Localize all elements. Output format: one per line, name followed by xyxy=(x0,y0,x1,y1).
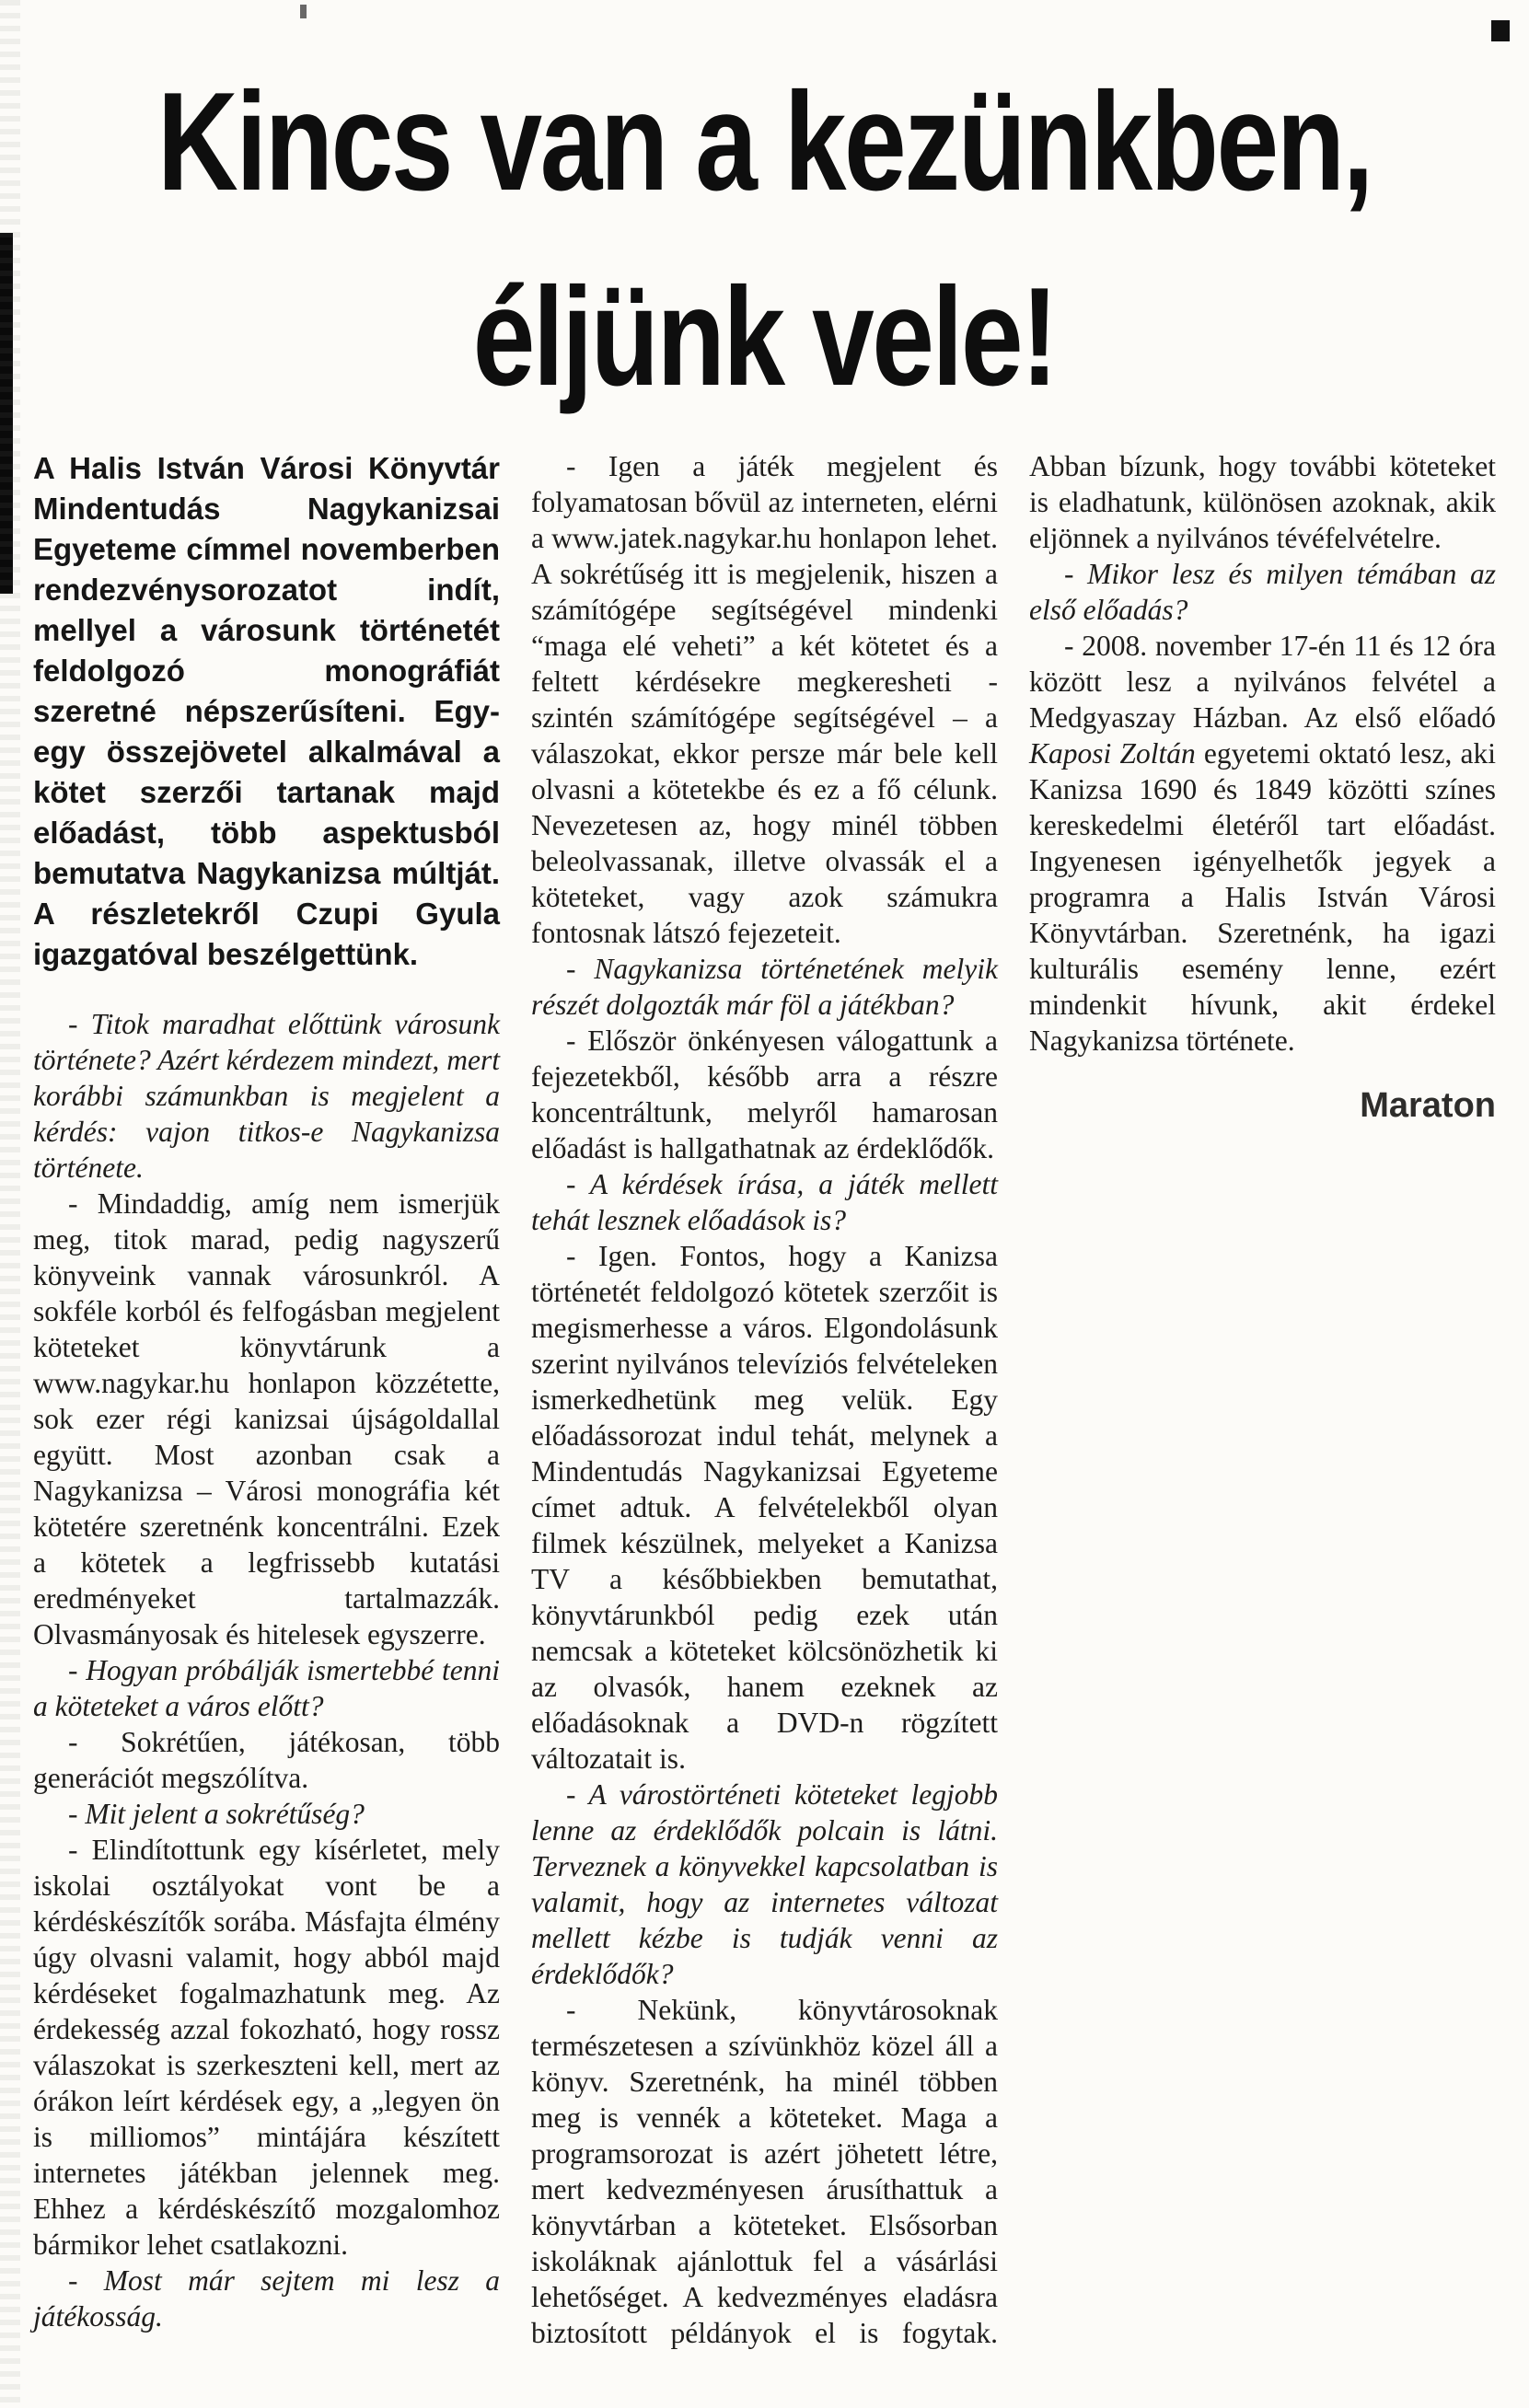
interview-answer: - Igen. Fontos, hogy a Kanizsa történetét feldolgozó kötetek szerzőit is megismerhesse a város. Elgondolásunk szerint nyilvános televíziós felvételeken ismerkedhetünk meg velük. Egy előadássorozat indul tehát, melynek a Mindentudás Nagykanizsai Egyeteme címet adtuk. A felvételekből olyan filmek készülnek, melyeket a Kanizsa TV a későbbiekben bemutathat, könyvtárunkból pedig ezek után nemcsak a köteteket kölcsönözhetik ki az olvasók, hanem ezeknek az előadásoknak a DVD-n rögzített változatait is. xyxy=(531,1240,998,1775)
answer-text-post: egyetemi oktató lesz, aki Kanizsa 1690 és 1849 közötti színes kereskedelmi életéről tart előadást. Ingyenesen igényelhetők jegyek a programra a Halis István Városi Könyvtárban. Szeretnénk, ha igazi kulturális esemény lenne, ezért mindenkit hívunk, akit érdekel Nagykanizsa története. xyxy=(1029,737,1496,1057)
interview-answer: - Igen a játék megjelent és folyamatosan bővül az interneten, elérni a www.jatek.nagykar.hu honlapon lehet. A sokrétűség itt is megjelenik, hiszen a számítógépe segítségével mindenki “maga elé veheti” a két kötetet és a feltett kérdésekre megkeresheti - szintén számítógépe segítségével – a válaszokat, ekkor persze már bele kell olvasni a kötetekbe és ez a fő célunk. Nevezetesen az, hogy minél többen beleolvassanak, illetve olvassák el a köteteket, vagy azok számukra fontosnak látszó fejezeteit. xyxy=(531,450,998,949)
interview-question: - Most már sejtem mi lesz a játékosság. xyxy=(33,2264,500,2333)
interview-answer: - Először önkényesen válogattunk a fejezetekből, később arra a részre koncentráltunk, melyről hamarosan előadást is hallgathatnak az érdeklődők. xyxy=(531,1025,998,1164)
speaker-name: Kaposi Zoltán xyxy=(1029,737,1196,770)
interview-answer xyxy=(1029,628,1496,1059)
interview-question: - Mit jelent a sokrétűség? xyxy=(68,1798,365,1830)
headline-line-2: éljünk vele! xyxy=(472,259,1057,415)
interview-question: - Nagykanizsa történetének melyik részét dolgozták már föl a játékban? xyxy=(531,953,998,1021)
interview-answer: - Mindaddig, amíg nem ismerjük meg, titok marad, pedig nagyszerű könyveink vannak városunkról. A sokféle korból és felfogásban megjelent köteteket könyvtárunk a www.nagykar.hu honlapon közzétette, sok ezer régi kanizsai újságoldallal együtt. Most azonban csak a Nagykanizsa – Városi monográfia két kötetére szeretnénk koncentrálni. Ezek a kötetek a legfrissebb kutatási eredményeket tartalmazzák. Olvasmányosak és hitelesek egyszerre. xyxy=(33,1187,500,1650)
interview-question: - A kérdések írása, a játék mellett tehát lesznek előadások is? xyxy=(531,1168,998,1236)
headline-line-1: Kincs van a kezünkben, xyxy=(156,64,1373,220)
interview-answer: - Elindítottunk egy kísérletet, mely iskolai osztályokat vont be a kérdéskészítők sorába. Másfajta élmény úgy olvasni valamit, hogy abból majd kérdéseket fogalmazhatunk meg. Az érdekesség azzal fokozható, hogy rossz válaszokat is szerkeszteni kell, mert az órákon leírt kérdések egy, a „legyen ön is milliomos” mintájára készített internetes játékban jelennek meg. Ehhez a kérdéskészítő mozgalomhoz bármikor lehet csatlakozni. xyxy=(33,1834,500,2261)
article-body-columns xyxy=(33,448,1496,2367)
lead-paragraph: A Halis István Városi Könyvtár Mindentudás Nagykanizsai Egyeteme címmel novemberben rendezvénysorozatot indít, mellyel a városunk történetét feldolgozó monográfiát szeretné népszerűsíteni. Egy-egy összejövetel alkalmával a kötet szerzői tartanak majd előadást, több aspektusból bemutatva Nagykanizsa múltját. A részletekről Czupi Gyula igazgatóval beszélgettünk. xyxy=(33,451,500,971)
scan-artifact-corner-mark xyxy=(1491,20,1510,41)
interview-answer: - Nekünk, könyvtárosoknak természetesen a szívünkhöz közel áll a könyv. Szeretnénk, ha minél többen meg is vennék a köteteket. Maga a programsorozat is azért jöhetett létre, mert kedvezményesen árusíthattuk a könyvtárban a köteteket. Elsősorban iskoláknak ajánlottuk fel a vásárlási lehetőséget. A kedvezményes eladásra biztosított példányok el is fogytak. Abban bízunk, hogy további köteteket is eladhatunk, különösen azoknak, akik eljönnek a nyilvános tévéfelvételre. xyxy=(531,450,1496,2349)
interview-question: - Titok maradhat előttünk városunk története? Azért kérdezem mindezt, mert korábbi számunkban is megjelent a kérdés: vajon titkos-e Nagykanizsa története. xyxy=(33,1008,500,1184)
interview-answer: - Sokrétűen, játékosan, több generációt megszólítva. xyxy=(33,1726,500,1794)
byline: Maraton xyxy=(1360,1086,1496,1125)
interview-question: - Mikor lesz és milyen témában az első előadás? xyxy=(1029,558,1496,626)
scan-artifact-top-dash xyxy=(300,5,307,18)
article-headline xyxy=(0,44,1529,434)
interview-question: - A várostörténeti köteteket legjobb lenne az érdeklődők polcain is látni. Terveznek a könyvekkel kapcsolatban is valamit, hogy az internetes változat mellett kézbe is tudják venni az érdeklődők? xyxy=(531,1778,998,1990)
answer-text-pre: - 2008. november 17-én 11 és 12 óra között lesz a nyilvános felvétel a Medgyaszay Házban. Az első előadó xyxy=(1029,630,1496,734)
interview-question: - Hogyan próbálják ismertebbé tenni a köteteket a város előtt? xyxy=(33,1654,500,1722)
